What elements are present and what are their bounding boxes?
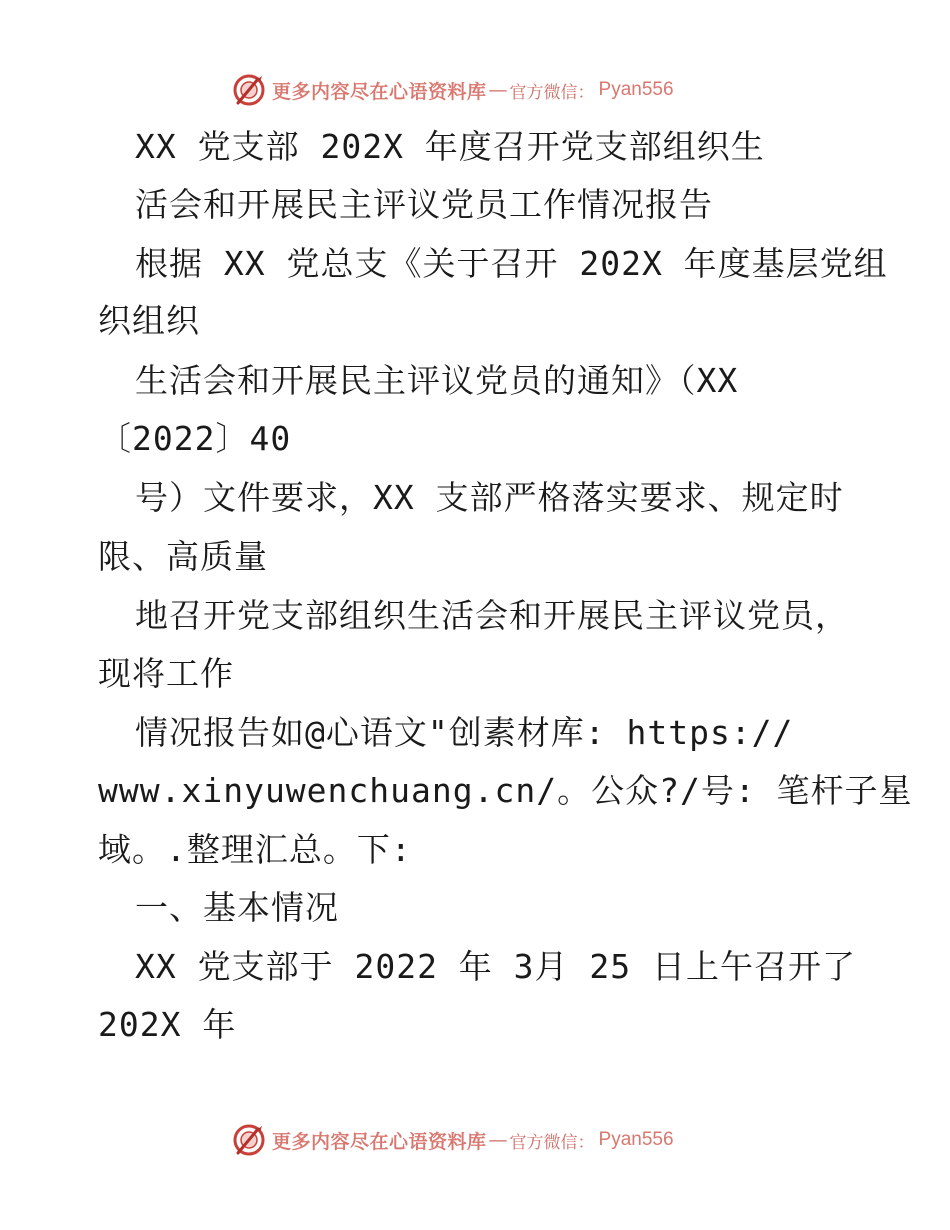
footer-banner <box>232 1122 732 1158</box>
banner-brand-text: 更多内容尽在心语资料库 <box>272 80 487 103</box>
paragraph-line: 〔2022〕40 <box>98 419 292 458</box>
paragraph-line: 根据 XX 党总支《关于召开 202X 年度基层党组 <box>135 244 888 283</box>
paragraph-line: 号）文件要求，XX 支部严格落实要求、规定时 <box>135 478 844 517</box>
banner-wechat-id: Pyan556 <box>598 1129 674 1150</box>
paragraph-line: XX 党支部于 2022 年 3月 25 日上午召开了 <box>135 947 857 986</box>
banner-wechat-id: Pyan556 <box>598 79 674 100</box>
paragraph-line: 情况报告如@心语文"创素材库: https:// <box>135 713 794 752</box>
banner-wechat-label: 官方微信： <box>509 1132 595 1153</box>
banner-dash: — <box>488 79 508 101</box>
banner-wechat-label: 官方微信： <box>509 82 595 103</box>
paragraph-line: 现将工作 <box>98 654 234 693</box>
header-banner <box>232 72 732 108</box>
paragraph-line: 域。.整理汇总。下: <box>98 830 412 869</box>
title-line-1: XX 党支部 202X 年度召开党支部组织生 <box>135 127 765 166</box>
red-quill-seal-icon <box>232 1123 266 1157</box>
paragraph-line: 织组织 <box>98 301 200 340</box>
banner-brand-text: 更多内容尽在心语资料库 <box>272 1130 487 1153</box>
title-line-2: 活会和开展民主评议党员工作情况报告 <box>135 185 713 224</box>
paragraph-line: 生活会和开展民主评议党员的通知》（XX <box>135 361 739 400</box>
paragraph-line: 地召开党支部组织生活会和开展民主评议党员， <box>135 596 849 635</box>
paragraph-line: www.xinyuwenchuang.cn/。公众?/号: 笔杆子星 <box>98 771 913 810</box>
paragraph-line: 限、高质量 <box>98 537 268 576</box>
section-heading: 一、基本情况 <box>135 888 339 927</box>
paragraph-line: 202X 年 <box>98 1005 237 1044</box>
red-quill-seal-icon <box>232 73 266 107</box>
banner-dash: — <box>488 1129 508 1151</box>
